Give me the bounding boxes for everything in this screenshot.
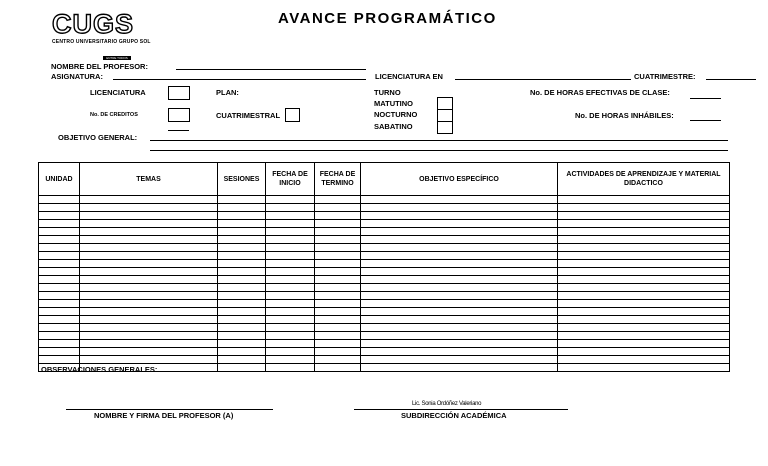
- table-cell[interactable]: [80, 324, 218, 332]
- table-cell[interactable]: [80, 196, 218, 204]
- table-cell[interactable]: [361, 284, 558, 292]
- table-cell[interactable]: [80, 228, 218, 236]
- table-cell[interactable]: [315, 340, 361, 348]
- table-cell[interactable]: [218, 244, 266, 252]
- table-cell[interactable]: [218, 268, 266, 276]
- header-objetivo-especifico: OBJETIVO ESPECÍFICO: [361, 163, 558, 196]
- table-cell[interactable]: [39, 284, 80, 292]
- table-cell[interactable]: [315, 276, 361, 284]
- table-cell[interactable]: [315, 292, 361, 300]
- table-cell[interactable]: [218, 236, 266, 244]
- table-row: [39, 204, 730, 212]
- table-cell[interactable]: [315, 348, 361, 356]
- table-cell[interactable]: [361, 204, 558, 212]
- table-cell[interactable]: [80, 284, 218, 292]
- objetivo-general-label: OBJETIVO GENERAL:: [58, 133, 138, 142]
- table-cell[interactable]: [315, 260, 361, 268]
- table-cell[interactable]: [315, 244, 361, 252]
- table-cell[interactable]: [266, 244, 315, 252]
- table-cell[interactable]: [80, 340, 218, 348]
- table-cell[interactable]: [266, 252, 315, 260]
- logo-subtitle: CENTRO UNIVERSITARIO GRUPO SOL: [52, 39, 151, 45]
- table-cell[interactable]: [558, 252, 730, 260]
- table-cell[interactable]: [218, 196, 266, 204]
- table-cell[interactable]: [39, 252, 80, 260]
- table-cell[interactable]: [39, 340, 80, 348]
- table-cell[interactable]: [39, 276, 80, 284]
- observaciones-label: OBSERVACIONES GENERALES:: [41, 365, 158, 374]
- table-cell[interactable]: [558, 260, 730, 268]
- table-cell[interactable]: [315, 204, 361, 212]
- table-cell[interactable]: [266, 300, 315, 308]
- plan-label: PLAN:: [216, 88, 239, 97]
- table-cell[interactable]: [558, 348, 730, 356]
- table-cell[interactable]: [39, 316, 80, 324]
- table-cell[interactable]: [39, 204, 80, 212]
- table-body: [39, 196, 730, 372]
- table-cell[interactable]: [266, 276, 315, 284]
- table-row: [39, 300, 730, 308]
- profesor-signature-label: NOMBRE Y FIRMA DEL PROFESOR (A): [94, 411, 234, 420]
- table-cell[interactable]: [39, 268, 80, 276]
- table-cell[interactable]: [315, 220, 361, 228]
- profesor-field[interactable]: [176, 69, 366, 70]
- licenciatura-checkbox[interactable]: [168, 86, 190, 100]
- matutino-label: MATUTINO: [374, 99, 414, 108]
- table-cell[interactable]: [558, 244, 730, 252]
- table-header-row: [39, 163, 730, 196]
- table-cell[interactable]: [266, 268, 315, 276]
- table-cell[interactable]: [39, 220, 80, 228]
- table-cell[interactable]: [218, 300, 266, 308]
- table-cell[interactable]: [558, 284, 730, 292]
- table-cell[interactable]: [39, 308, 80, 316]
- creditos-checkbox[interactable]: [168, 108, 190, 122]
- licenciatura-en-field[interactable]: [455, 79, 631, 80]
- table-cell[interactable]: [80, 268, 218, 276]
- table-cell[interactable]: [218, 212, 266, 220]
- table-cell[interactable]: [315, 332, 361, 340]
- table-cell[interactable]: [361, 308, 558, 316]
- table-cell[interactable]: [218, 324, 266, 332]
- table-cell[interactable]: [558, 308, 730, 316]
- table-cell[interactable]: [266, 340, 315, 348]
- table-cell[interactable]: [558, 340, 730, 348]
- table-cell[interactable]: [218, 228, 266, 236]
- table-cell[interactable]: [80, 292, 218, 300]
- profesor-label: NOMBRE DEL PROFESOR:: [51, 62, 148, 71]
- table-cell[interactable]: [39, 236, 80, 244]
- table-cell[interactable]: [80, 356, 218, 364]
- table-cell[interactable]: [266, 196, 315, 204]
- table-cell[interactable]: [80, 220, 218, 228]
- table-row: [39, 276, 730, 284]
- table-cell[interactable]: [218, 316, 266, 324]
- creditos-label: No. DE CREDITOS: [90, 112, 138, 118]
- table-cell[interactable]: [80, 204, 218, 212]
- table-cell[interactable]: [266, 316, 315, 324]
- table-cell[interactable]: [80, 260, 218, 268]
- table-cell[interactable]: [218, 332, 266, 340]
- table-row: [39, 340, 730, 348]
- table-cell[interactable]: [39, 356, 80, 364]
- table-cell[interactable]: [315, 356, 361, 364]
- table-cell[interactable]: [361, 260, 558, 268]
- table-cell[interactable]: [80, 316, 218, 324]
- table-cell[interactable]: [558, 324, 730, 332]
- table-cell[interactable]: [361, 268, 558, 276]
- table-row: [39, 260, 730, 268]
- table-cell[interactable]: [558, 364, 730, 372]
- table-cell[interactable]: [361, 300, 558, 308]
- table-cell[interactable]: [315, 364, 361, 372]
- table-cell[interactable]: [315, 284, 361, 292]
- horas-inhabiles-field[interactable]: [690, 120, 721, 121]
- table-cell[interactable]: [315, 252, 361, 260]
- table-row: [39, 220, 730, 228]
- table-cell[interactable]: [80, 244, 218, 252]
- creditos-underline: [168, 130, 189, 131]
- table-cell[interactable]: [361, 212, 558, 220]
- table-cell[interactable]: [218, 348, 266, 356]
- objetivo-general-field[interactable]: [150, 140, 728, 141]
- page-title: AVANCE PROGRAMÁTICO: [278, 10, 497, 27]
- table-cell[interactable]: [361, 364, 558, 372]
- table-row: [39, 244, 730, 252]
- table-cell[interactable]: [39, 196, 80, 204]
- table-cell[interactable]: [218, 356, 266, 364]
- table-cell[interactable]: [80, 300, 218, 308]
- table-cell[interactable]: [266, 356, 315, 364]
- table-cell[interactable]: [218, 340, 266, 348]
- sabatino-checkbox[interactable]: [437, 121, 453, 134]
- table-cell[interactable]: [218, 260, 266, 268]
- header-unidad: UNIDAD: [39, 163, 80, 196]
- table-cell[interactable]: [266, 236, 315, 244]
- cuatrimestre-field[interactable]: [706, 79, 756, 80]
- table-row: [39, 212, 730, 220]
- table-cell[interactable]: [39, 212, 80, 220]
- nocturno-label: NOCTURNO: [374, 110, 418, 119]
- table-cell[interactable]: [80, 236, 218, 244]
- table-cell[interactable]: [558, 228, 730, 236]
- table-cell[interactable]: [315, 196, 361, 204]
- header-temas: TEMAS: [80, 163, 218, 196]
- table-cell[interactable]: [266, 364, 315, 372]
- table-cell[interactable]: [558, 316, 730, 324]
- horas-inhabiles-label: No. DE HORAS INHÁBILES:: [575, 111, 674, 120]
- table-row: [39, 356, 730, 364]
- table-cell[interactable]: [315, 228, 361, 236]
- table-row: [39, 324, 730, 332]
- table-row: [39, 308, 730, 316]
- table-cell[interactable]: [558, 332, 730, 340]
- profesor-signature-line[interactable]: [66, 409, 273, 410]
- table-cell[interactable]: [266, 260, 315, 268]
- licenciatura-en-label: LICENCIATURA EN: [375, 72, 443, 81]
- table-cell[interactable]: [266, 220, 315, 228]
- subdireccion-label: SUBDIRECCIÓN ACADÉMICA: [401, 411, 507, 420]
- table-cell[interactable]: [39, 244, 80, 252]
- table-cell[interactable]: [558, 204, 730, 212]
- table-cell[interactable]: [39, 300, 80, 308]
- table-row: [39, 228, 730, 236]
- table-cell[interactable]: [361, 252, 558, 260]
- logo: [52, 11, 182, 64]
- table-row: [39, 196, 730, 204]
- table-cell[interactable]: [315, 324, 361, 332]
- table-cell[interactable]: [315, 212, 361, 220]
- table-cell[interactable]: [315, 316, 361, 324]
- table-row: [39, 252, 730, 260]
- table-row: [39, 268, 730, 276]
- table-cell[interactable]: [39, 324, 80, 332]
- header-fecha-termino: FECHA DE TERMINO: [315, 163, 361, 196]
- table-row: [39, 292, 730, 300]
- cuatrimestre-label: CUATRIMESTRE:: [634, 72, 696, 81]
- table-cell[interactable]: [266, 212, 315, 220]
- table-cell[interactable]: [361, 244, 558, 252]
- logo-badge: ENTRE TODOS: [103, 56, 131, 60]
- avance-table: [38, 162, 730, 372]
- table-cell[interactable]: [80, 252, 218, 260]
- horas-efectivas-label: No. DE HORAS EFECTIVAS DE CLASE:: [530, 88, 670, 97]
- table-cell[interactable]: [218, 252, 266, 260]
- table-cell[interactable]: [315, 268, 361, 276]
- table-cell[interactable]: [218, 284, 266, 292]
- cuatrimestral-label: CUATRIMESTRAL: [216, 111, 281, 120]
- table-cell[interactable]: [218, 204, 266, 212]
- table-cell[interactable]: [558, 300, 730, 308]
- table-cell[interactable]: [80, 276, 218, 284]
- table-cell[interactable]: [80, 308, 218, 316]
- table-cell[interactable]: [218, 276, 266, 284]
- table-cell[interactable]: [266, 332, 315, 340]
- table-cell[interactable]: [266, 228, 315, 236]
- table-cell[interactable]: [266, 324, 315, 332]
- table-cell[interactable]: [266, 348, 315, 356]
- asignatura-label: ASIGNATURA:: [51, 72, 103, 81]
- table-cell[interactable]: [80, 348, 218, 356]
- table-cell[interactable]: [80, 212, 218, 220]
- table-cell[interactable]: [361, 340, 558, 348]
- cuatrimestral-checkbox[interactable]: [285, 108, 300, 122]
- table-cell[interactable]: [558, 356, 730, 364]
- table-cell[interactable]: [266, 284, 315, 292]
- table-cell[interactable]: [558, 236, 730, 244]
- logo-wordmark: CUGS: [52, 9, 135, 39]
- table-cell[interactable]: [315, 236, 361, 244]
- table-cell[interactable]: [361, 332, 558, 340]
- licenciatura-label: LICENCIATURA: [90, 88, 146, 97]
- table-cell[interactable]: [80, 332, 218, 340]
- subdirector-name: Lic. Sonia Ordóñez Valeriano: [412, 401, 482, 407]
- table-cell[interactable]: [558, 196, 730, 204]
- table-row: [39, 236, 730, 244]
- table-cell[interactable]: [218, 364, 266, 372]
- table-cell[interactable]: [558, 212, 730, 220]
- table-row: [39, 316, 730, 324]
- subdireccion-signature-line[interactable]: [354, 409, 568, 410]
- table-row: [39, 284, 730, 292]
- header-fecha-inicio: FECHA DE INICIO: [266, 163, 315, 196]
- table-cell[interactable]: [361, 356, 558, 364]
- table-cell[interactable]: [315, 300, 361, 308]
- table-cell[interactable]: [266, 308, 315, 316]
- table-row: [39, 348, 730, 356]
- table-cell[interactable]: [361, 196, 558, 204]
- table-cell[interactable]: [558, 276, 730, 284]
- table-cell[interactable]: [39, 260, 80, 268]
- table-cell[interactable]: [266, 292, 315, 300]
- table-cell[interactable]: [361, 324, 558, 332]
- table-cell[interactable]: [558, 220, 730, 228]
- sabatino-label: SABATINO: [374, 122, 413, 131]
- table-cell[interactable]: [361, 292, 558, 300]
- table-cell[interactable]: [315, 308, 361, 316]
- table-cell[interactable]: [266, 204, 315, 212]
- table-cell[interactable]: [361, 236, 558, 244]
- table-cell[interactable]: [361, 316, 558, 324]
- table-row: [39, 332, 730, 340]
- header-actividades: ACTIVIDADES DE APRENDIZAJE Y MATERIAL DIDACTICO: [558, 163, 730, 196]
- table-cell[interactable]: [218, 308, 266, 316]
- asignatura-field[interactable]: [113, 79, 366, 80]
- table-cell[interactable]: [361, 348, 558, 356]
- table-cell[interactable]: [361, 276, 558, 284]
- header-sesiones: SESIONES: [218, 163, 266, 196]
- horas-efectivas-field[interactable]: [690, 98, 721, 99]
- table-cell[interactable]: [218, 220, 266, 228]
- table-cell[interactable]: [361, 228, 558, 236]
- turno-label: TURNO: [374, 88, 401, 97]
- table-cell[interactable]: [39, 292, 80, 300]
- table-cell[interactable]: [39, 228, 80, 236]
- table-cell[interactable]: [558, 268, 730, 276]
- table-cell[interactable]: [361, 220, 558, 228]
- table-cell[interactable]: [39, 348, 80, 356]
- table-cell[interactable]: [39, 332, 80, 340]
- table-cell[interactable]: [558, 292, 730, 300]
- objetivo-general-field-2[interactable]: [150, 150, 728, 151]
- table-cell[interactable]: [218, 292, 266, 300]
